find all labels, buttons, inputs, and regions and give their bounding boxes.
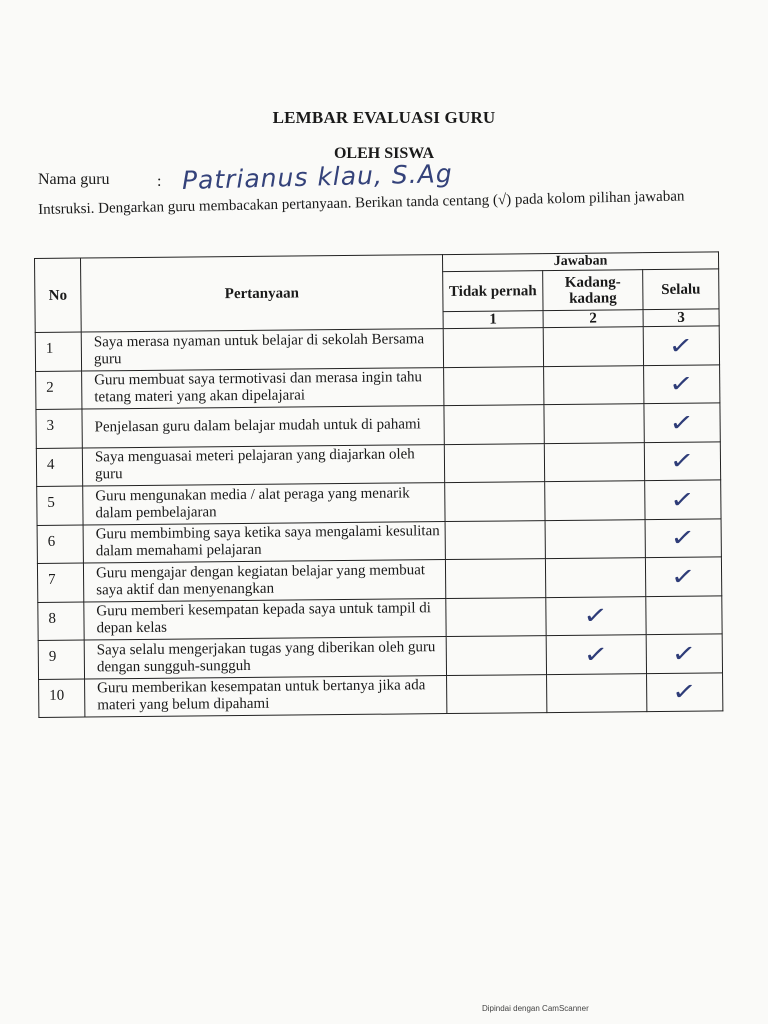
- answer-cell-option-1: [446, 636, 546, 675]
- answer-cell-option-1: [446, 597, 546, 636]
- row-number: 6: [37, 525, 83, 564]
- answer-cell-option-1: [444, 443, 544, 482]
- answer-cell-option-3: [647, 672, 723, 711]
- answer-cell-option-2: [544, 365, 644, 404]
- checkmark-icon: ✓: [668, 369, 695, 399]
- checkmark-icon: ✓: [669, 484, 696, 515]
- row-number: 8: [38, 602, 84, 641]
- table-row: [38, 595, 722, 640]
- answer-cell-option-1: [445, 559, 545, 598]
- answer-cell-option-1: [443, 328, 543, 367]
- question-text: Guru membuat saya termotivasi dan merasa ingin tahu tetang materi yang akan dipelajarai: [82, 367, 444, 409]
- question-text: Saya menguasai meteri pelajaran yang diajarkan oleh guru: [82, 444, 444, 486]
- table-row: [39, 672, 723, 717]
- table-row: [36, 441, 720, 486]
- evaluation-table: [34, 251, 723, 718]
- answer-cell-option-2: [544, 442, 644, 481]
- instruction-text: Intsruksi. Dengarkan guru membacakan pertanyaan. Berikan tanda centang (√) pada kolom pilihan jawaban: [38, 188, 685, 218]
- answer-cell-option-3: [645, 480, 721, 519]
- table-row: [36, 364, 720, 409]
- scanner-watermark: Dipindai dengan CamScanner: [482, 1004, 589, 1013]
- option-label: Kadang-kadang: [543, 270, 643, 311]
- table-row: [37, 480, 721, 525]
- checkmark-icon: ✓: [671, 677, 698, 707]
- answer-cell-option-2: [545, 481, 645, 520]
- answer-cell-option-2: [545, 519, 645, 558]
- col-header-no: No: [35, 258, 82, 332]
- answer-cell-option-1: [444, 366, 544, 405]
- answer-cell-option-3: [644, 364, 720, 403]
- col-header-answer-group: Jawaban: [442, 252, 718, 272]
- checkmark-icon: ✓: [670, 523, 697, 553]
- checkmark-icon: ✓: [582, 601, 610, 631]
- row-number: 10: [39, 679, 85, 718]
- question-text: Saya merasa nyaman untuk belajar di sekolah Bersama guru: [81, 329, 443, 371]
- row-number: 9: [38, 640, 84, 679]
- row-number: 2: [36, 371, 82, 410]
- question-text: Saya selalu mengerjakan tugas yang diberikan oleh guru dengan sungguh-sungguh: [84, 637, 446, 679]
- answer-cell-option-2: [545, 558, 645, 597]
- row-number: 7: [37, 563, 83, 602]
- answer-cell-option-2: [544, 404, 644, 443]
- option-number: 3: [643, 309, 719, 327]
- col-header-question: Pertanyaan: [81, 255, 444, 332]
- option-number: 2: [543, 310, 643, 328]
- answer-cell-option-3: [646, 634, 722, 673]
- table-row: [35, 326, 719, 371]
- teacher-name-handwritten: Patrianus klau, S.Ag: [181, 158, 453, 195]
- answer-cell-option-2: [543, 327, 643, 366]
- answer-cell-option-1: [447, 674, 547, 713]
- question-text: Guru mengunakan media / alat peraga yang menarik dalam pembelajaran: [83, 483, 445, 525]
- answer-cell-option-3: [644, 403, 720, 442]
- row-number: 5: [37, 486, 83, 525]
- checkmark-icon: ✓: [583, 639, 610, 669]
- answer-cell-option-3: [644, 441, 720, 480]
- answer-cell-option-3: [645, 557, 721, 596]
- teacher-name-label: Nama guru: [38, 171, 110, 188]
- checkmark-icon: ✓: [671, 638, 698, 669]
- table-row: [37, 518, 721, 563]
- question-text: Guru mengajar dengan kegiatan belajar yang membuat saya aktif dan menyenangkan: [83, 560, 445, 602]
- answer-cell-option-3: [645, 518, 721, 557]
- answer-cell-option-1: [444, 405, 544, 444]
- question-text: Guru memberi kesempatan kepada saya untuk tampil di depan kelas: [84, 598, 446, 640]
- table-row: [36, 403, 720, 448]
- document-subtitle: OLEH SISWA: [333, 145, 435, 162]
- checkmark-icon: ✓: [669, 407, 696, 438]
- table-row: [38, 634, 722, 679]
- row-number: 1: [35, 332, 81, 371]
- option-number: 1: [443, 311, 543, 329]
- question-text: Penjelasan guru dalam belajar mudah untuk di pahami: [82, 406, 444, 448]
- row-number: 4: [36, 448, 82, 487]
- option-label: Tidak pernah: [443, 271, 543, 312]
- answer-cell-option-3: [646, 595, 722, 634]
- checkmark-icon: ✓: [669, 446, 696, 476]
- table-row: [37, 557, 721, 602]
- answer-cell-option-3: [643, 326, 719, 365]
- answer-cell-option-2: [547, 673, 647, 712]
- answer-cell-option-1: [445, 520, 545, 559]
- row-number: 3: [36, 409, 82, 448]
- answer-cell-option-2: [546, 635, 646, 674]
- answer-cell-option-2: [546, 596, 646, 635]
- name-separator: :: [157, 173, 162, 190]
- checkmark-icon: ✓: [668, 330, 695, 361]
- checkmark-icon: ✓: [670, 561, 697, 592]
- document-title: LEMBAR EVALUASI GURU: [272, 108, 496, 127]
- answer-cell-option-1: [445, 482, 545, 521]
- option-label: Selalu: [643, 269, 719, 310]
- question-text: Guru membimbing saya ketika saya mengalami kesulitan dalam memahami pelajaran: [83, 521, 445, 563]
- question-text: Guru memberikan kesempatan untuk bertanya jika ada materi yang belum dipahami: [85, 675, 447, 717]
